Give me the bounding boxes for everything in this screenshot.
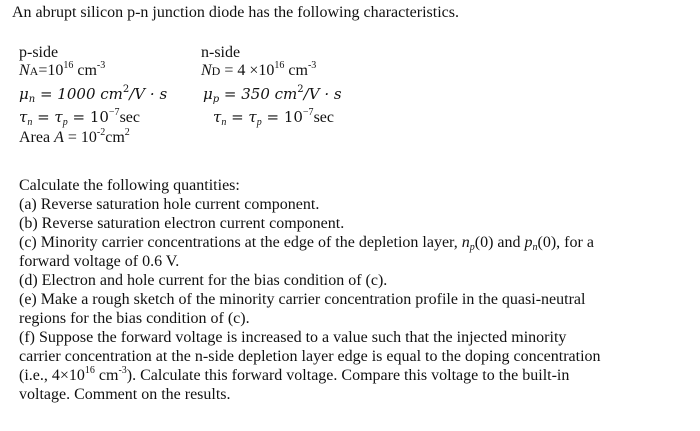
mu-n-symbol: μ bbox=[19, 85, 29, 103]
question-e-line-2: regions for the bias condition of (c). bbox=[19, 310, 250, 327]
question-f-tail: ). Calculate this forward voltage. Compare this voltage to the built-in bbox=[126, 367, 570, 384]
na-unit: cm bbox=[73, 62, 97, 79]
n-side-lifetime bbox=[213, 108, 334, 127]
mu-p-unit-exponent: 2 bbox=[297, 84, 304, 95]
nd-unit: cm bbox=[284, 62, 308, 79]
question-f-line-2: carrier concentration at the n-side depletion layer edge is equal to the doping concentration bbox=[19, 348, 601, 365]
questions-lead: Calculate the following quantities: bbox=[19, 177, 240, 194]
p-side-acceptor-concentration bbox=[19, 61, 105, 81]
np-symbol: n bbox=[461, 234, 470, 251]
mu-n-unit-tail: /V · s bbox=[129, 85, 168, 103]
nd-exponent: 16 bbox=[274, 60, 285, 71]
tau-sub-n: n bbox=[221, 117, 227, 128]
mu-p-value: = 350 cm bbox=[219, 85, 298, 103]
tau-exponent: −7 bbox=[108, 107, 120, 118]
tau-symbol: τ bbox=[213, 108, 222, 126]
mu-p-symbol: μ bbox=[203, 85, 213, 103]
pn-subscript: n bbox=[532, 242, 538, 253]
intro-text: An abrupt silicon p-n junction diode has the following characteristics. bbox=[12, 4, 459, 21]
tau-exponent: −7 bbox=[302, 107, 314, 118]
na-symbol: N bbox=[19, 62, 30, 79]
question-c-and: (0) and bbox=[474, 234, 525, 251]
tau-value: = 10 bbox=[261, 108, 303, 126]
na-exponent: 16 bbox=[63, 60, 74, 71]
pn-symbol: p bbox=[524, 234, 533, 251]
area-symbol: A bbox=[54, 129, 64, 146]
area-unit: cm bbox=[105, 129, 125, 146]
nd-unit-exponent: -3 bbox=[307, 60, 317, 71]
question-b: (b) Reverse saturation electron current component. bbox=[19, 215, 345, 232]
area-label: Area bbox=[19, 129, 55, 146]
question-f-prefix: (i.e., 4×10 bbox=[19, 367, 85, 384]
n-side-hole-mobility bbox=[203, 85, 342, 104]
intro-sentence bbox=[12, 3, 459, 22]
nd-symbol: N bbox=[201, 62, 212, 79]
np-subscript: p bbox=[469, 242, 475, 253]
question-c-tail: (0), for a bbox=[537, 234, 594, 251]
question-c-line-2: forward voltage of 0.6 V. bbox=[19, 253, 180, 270]
mu-n-value: = 1000 cm bbox=[35, 85, 123, 103]
question-c-text: (c) Minority carrier concentrations at the edge of the depletion layer, bbox=[19, 234, 462, 251]
question-a: (a) Reverse saturation hole current component. bbox=[19, 196, 320, 213]
question-f-line-3 bbox=[19, 366, 569, 385]
tau-value: = 10 bbox=[67, 108, 109, 126]
question-f-unit-exponent: -3 bbox=[118, 365, 127, 376]
na-unit-exponent: -3 bbox=[96, 60, 106, 71]
tau-sub-p: p bbox=[62, 117, 68, 128]
junction-area bbox=[19, 128, 130, 147]
area-value: = 10 bbox=[63, 129, 97, 146]
question-f-line-1: (f) Suppose the forward voltage is increased to a value such that the injected minority bbox=[19, 329, 567, 346]
area-unit-exponent: 2 bbox=[124, 127, 130, 138]
n-side-donor-concentration bbox=[201, 61, 316, 81]
tau-symbol: τ bbox=[19, 108, 28, 126]
tau-unit: sec bbox=[119, 109, 140, 126]
area-exponent: -2 bbox=[96, 127, 106, 138]
question-c-line-1 bbox=[19, 233, 594, 252]
tau-equals: = τ bbox=[32, 108, 63, 126]
na-subscript: A bbox=[29, 64, 39, 78]
nd-value: = 4 ×10 bbox=[220, 62, 275, 79]
mu-p-subscript: p bbox=[212, 94, 220, 105]
question-f-line-4: voltage. Comment on the results. bbox=[19, 386, 231, 403]
question-e-line-1: (e) Make a rough sketch of the minority carrier concentration profile in the quasi-neutral bbox=[19, 291, 586, 308]
tau-sub-n: n bbox=[27, 117, 33, 128]
p-side-lifetime bbox=[19, 108, 140, 127]
n-side-heading: n-side bbox=[201, 44, 241, 61]
question-f-unit: cm bbox=[94, 367, 119, 384]
mu-p-unit-tail: /V · s bbox=[303, 85, 342, 103]
mu-n-subscript: n bbox=[28, 94, 36, 105]
tau-unit: sec bbox=[313, 109, 334, 126]
na-value: =10 bbox=[38, 62, 64, 79]
mu-n-unit-exponent: 2 bbox=[122, 84, 130, 95]
p-side-heading: p-side bbox=[19, 44, 59, 61]
nd-subscript: D bbox=[211, 64, 221, 78]
tau-sub-p: p bbox=[256, 117, 262, 128]
question-d: (d) Electron and hole current for the bias condition of (c). bbox=[19, 272, 388, 289]
p-side-electron-mobility bbox=[19, 85, 167, 104]
tau-equals: = τ bbox=[226, 108, 257, 126]
question-f-exponent: 16 bbox=[84, 365, 95, 376]
